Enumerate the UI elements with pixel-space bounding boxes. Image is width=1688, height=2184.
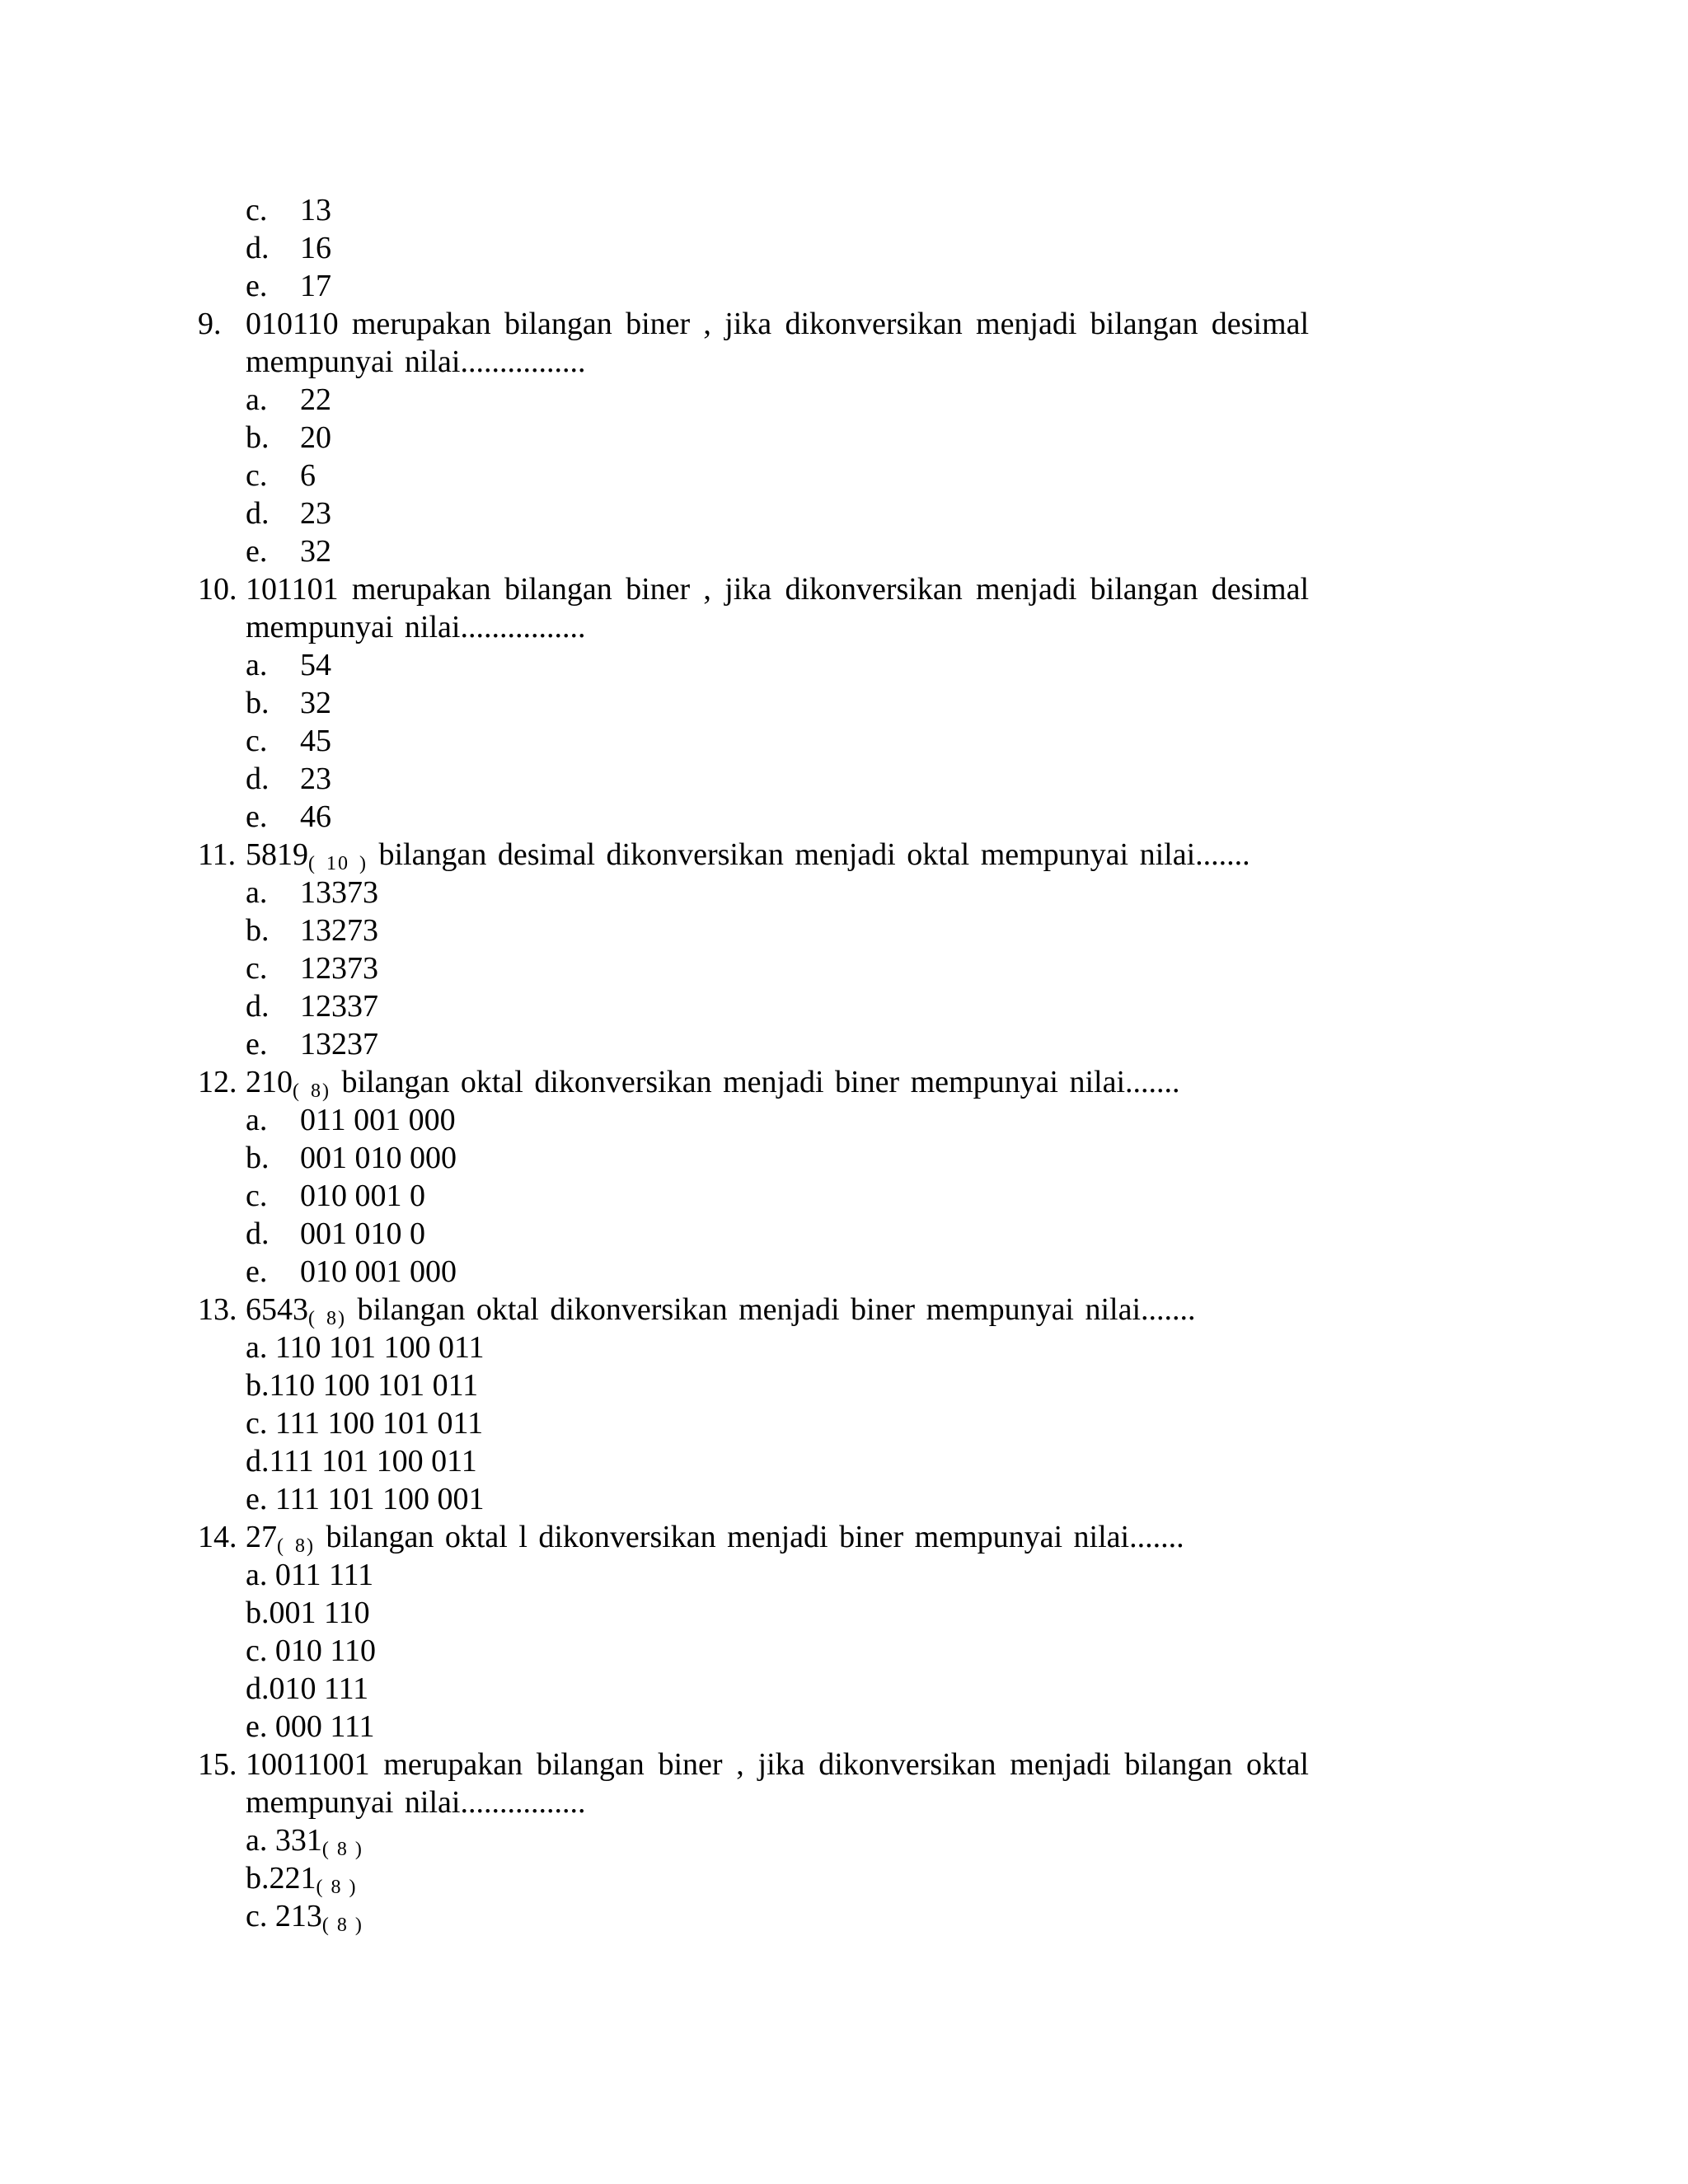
list-item <box>0 1670 1688 1708</box>
option-letter: c. <box>246 724 268 758</box>
option-value: 001 010 0 <box>300 1216 425 1251</box>
option-letter: b. <box>246 1141 270 1175</box>
list-item <box>0 457 1688 494</box>
question-11 <box>0 836 1688 874</box>
base-subscript: ( 8) <box>277 1535 315 1557</box>
option-value: 20 <box>300 420 331 455</box>
list-item <box>0 912 1688 949</box>
question-number: 14. <box>198 1520 237 1554</box>
option-text <box>246 1897 363 1939</box>
option-value: 23 <box>300 762 331 796</box>
option-text: e. 000 111 <box>246 1709 375 1744</box>
option-value: 13373 <box>300 875 378 910</box>
option-value: c. 213 <box>246 1899 322 1933</box>
question-text-continuation <box>0 608 1688 646</box>
option-letter: c. <box>246 458 268 493</box>
option-value: 32 <box>300 686 331 720</box>
list-item <box>0 1139 1688 1177</box>
option-letter: e. <box>246 1254 268 1289</box>
list-item <box>0 949 1688 987</box>
option-text: e. 111 101 100 001 <box>246 1482 485 1516</box>
list-item <box>0 646 1688 684</box>
option-letter: a. <box>246 1103 268 1137</box>
option-value: 22 <box>300 382 331 417</box>
option-letter: d. <box>246 762 270 796</box>
option-value: 54 <box>300 648 331 682</box>
question-text-rest: bilangan oktal dikonversikan menjadi biner mempunyai nilai....... <box>330 1065 1180 1099</box>
list-item <box>0 1708 1688 1746</box>
option-value: 45 <box>300 724 331 758</box>
question-text: 010110 merupakan bilangan biner , jika dikonversikan menjadi bilangan desimal <box>246 307 1309 341</box>
base-subscript: ( 8 ) <box>321 1839 363 1860</box>
option-letter: e. <box>246 1027 268 1062</box>
option-text: a. 110 101 100 011 <box>246 1330 485 1365</box>
question-number: 12. <box>198 1065 237 1099</box>
question-text-rest: bilangan oktal dikonversikan menjadi biner mempunyai nilai....... <box>345 1292 1196 1327</box>
question-number: 10. <box>198 572 237 607</box>
option-text: d.010 111 <box>246 1671 369 1706</box>
list-item <box>0 494 1688 532</box>
option-letter: b. <box>246 913 270 948</box>
list-item <box>0 532 1688 570</box>
option-value: 010 001 0 <box>300 1179 425 1213</box>
question-text <box>246 1063 1180 1105</box>
question-value: 27 <box>246 1520 277 1554</box>
question-value: 210 <box>246 1065 293 1099</box>
question-text-rest: bilangan oktal l dikonversikan menjadi biner mempunyai nilai....... <box>314 1520 1184 1554</box>
option-value: 46 <box>300 799 331 834</box>
question-text-continuation <box>0 343 1688 381</box>
list-item <box>0 1480 1688 1518</box>
option-value: 12373 <box>300 951 378 986</box>
list-item <box>0 267 1688 305</box>
list-item <box>0 760 1688 798</box>
question-number: 15. <box>198 1747 237 1782</box>
list-item <box>0 1404 1688 1442</box>
question-10 <box>0 570 1688 608</box>
question-text-cont: mempunyai nilai................ <box>246 1785 586 1820</box>
option-value: 13273 <box>300 913 378 948</box>
option-value: 23 <box>300 496 331 531</box>
list-item <box>0 229 1688 267</box>
list-item <box>0 1253 1688 1291</box>
option-value: 13237 <box>300 1027 378 1062</box>
list-item <box>0 798 1688 836</box>
question-text-cont: mempunyai nilai................ <box>246 610 586 644</box>
option-value: 6 <box>300 458 316 493</box>
question-15 <box>0 1746 1688 1783</box>
list-item <box>0 1632 1688 1670</box>
option-text <box>246 1821 363 1863</box>
list-item <box>0 987 1688 1025</box>
list-item <box>0 1859 1688 1897</box>
question-text <box>246 836 1250 878</box>
option-letter: c. <box>246 193 268 227</box>
question-text <box>246 1291 1196 1333</box>
option-letter: a. <box>246 648 268 682</box>
option-letter: e. <box>246 269 268 303</box>
question-number: 13. <box>198 1292 237 1327</box>
question-text-cont: mempunyai nilai................ <box>246 344 586 379</box>
list-item <box>0 1821 1688 1859</box>
question-text: 10011001 merupakan bilangan biner , jika dikonversikan menjadi bilangan oktal <box>246 1747 1309 1782</box>
option-value: a. 331 <box>246 1823 322 1858</box>
option-value: 16 <box>300 231 331 265</box>
base-subscript: ( 8) <box>293 1080 331 1102</box>
option-text: b.110 100 101 011 <box>246 1368 479 1403</box>
question-12 <box>0 1063 1688 1101</box>
option-letter: c. <box>246 1179 268 1213</box>
base-subscript: ( 8 ) <box>321 1915 363 1936</box>
option-letter: a. <box>246 875 268 910</box>
question-13 <box>0 1291 1688 1329</box>
option-letter: b. <box>246 420 270 455</box>
option-letter: a. <box>246 382 268 417</box>
question-value: 5819 <box>246 837 308 872</box>
list-item <box>0 1366 1688 1404</box>
list-item <box>0 1897 1688 1935</box>
option-value: 12337 <box>300 989 378 1024</box>
question-14 <box>0 1518 1688 1556</box>
option-letter: c. <box>246 951 268 986</box>
list-item <box>0 191 1688 229</box>
page-content <box>0 191 1688 1935</box>
list-item <box>0 1594 1688 1632</box>
option-letter: e. <box>246 799 268 834</box>
option-text: c. 111 100 101 011 <box>246 1406 484 1441</box>
option-value: 17 <box>300 269 331 303</box>
option-letter: d. <box>246 989 270 1024</box>
list-item <box>0 1101 1688 1139</box>
question-value: 6543 <box>246 1292 308 1327</box>
option-value: b.221 <box>246 1861 316 1896</box>
list-item <box>0 1215 1688 1253</box>
question-9 <box>0 305 1688 343</box>
option-letter: e. <box>246 534 268 569</box>
question-text-rest: bilangan desimal dikonversikan menjadi oktal mempunyai nilai....... <box>367 837 1250 872</box>
list-item <box>0 1177 1688 1215</box>
list-item <box>0 1442 1688 1480</box>
list-item <box>0 1329 1688 1366</box>
list-item <box>0 722 1688 760</box>
base-subscript: ( 8 ) <box>316 1877 358 1898</box>
option-value: 32 <box>300 534 331 569</box>
option-text: b.001 110 <box>246 1596 370 1630</box>
list-item <box>0 419 1688 457</box>
list-item <box>0 1025 1688 1063</box>
option-letter: d. <box>246 1216 270 1251</box>
option-text <box>246 1859 357 1901</box>
question-text: 101101 merupakan bilangan biner , jika dikonversikan menjadi bilangan desimal <box>246 572 1309 607</box>
question-text <box>246 1518 1184 1560</box>
list-item <box>0 381 1688 419</box>
question-number: 9. <box>198 307 222 341</box>
base-subscript: ( 10 ) <box>308 853 368 874</box>
option-value: 010 001 000 <box>300 1254 457 1289</box>
list-item <box>0 874 1688 912</box>
option-letter: d. <box>246 496 270 531</box>
base-subscript: ( 8) <box>308 1308 346 1329</box>
option-value: 001 010 000 <box>300 1141 457 1175</box>
option-letter: d. <box>246 231 270 265</box>
option-text: a. 011 111 <box>246 1558 374 1592</box>
question-text-continuation <box>0 1783 1688 1821</box>
option-text: d.111 101 100 011 <box>246 1444 477 1479</box>
option-value: 011 001 000 <box>300 1103 456 1137</box>
option-text: c. 010 110 <box>246 1633 376 1668</box>
list-item <box>0 684 1688 722</box>
question-number: 11. <box>198 837 237 872</box>
option-letter: b. <box>246 686 270 720</box>
list-item <box>0 1556 1688 1594</box>
option-value: 13 <box>300 193 331 227</box>
